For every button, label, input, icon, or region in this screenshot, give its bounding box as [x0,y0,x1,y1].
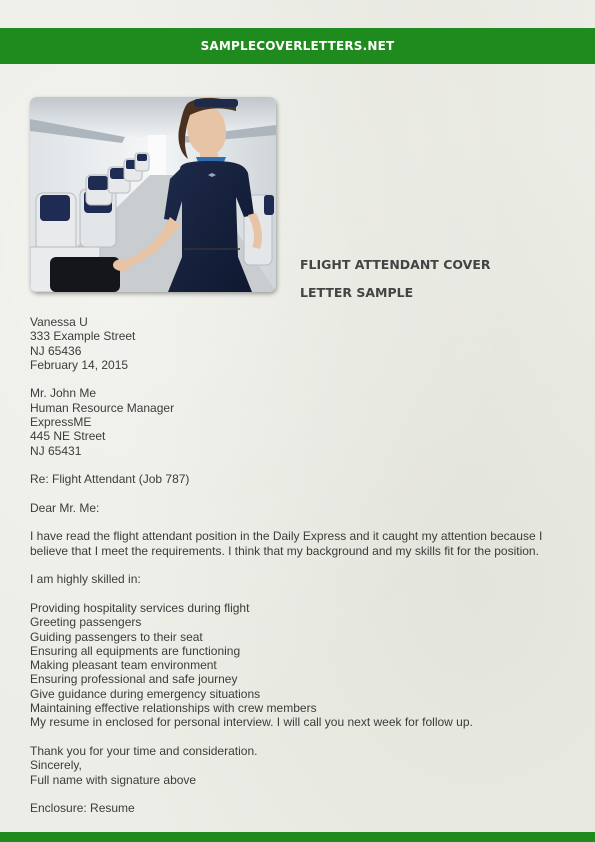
spacer [30,458,570,472]
skill-item: Ensuring all equipments are functioning [30,643,241,658]
skill-item: Providing hospitality services during flight [30,600,250,615]
salutation: Dear Mr. Me: [30,500,100,515]
recipient-street: 445 NE Street [30,429,106,444]
spacer [30,487,570,501]
skills-intro: I am highly skilled in: [30,572,141,587]
spacer [30,587,570,601]
cabin-illustration [30,97,276,292]
closing-signoff: Sincerely, [30,758,82,773]
skill-item: Give guidance during emergency situations [30,686,261,701]
recipient-name: Mr. John Me [30,386,97,401]
spacer [30,558,570,572]
flight-attendant-photo [30,97,276,292]
recipient-company: ExpressME [30,415,92,430]
spacer [30,787,570,801]
site-header-bar [0,28,595,64]
enclosure-line: Enclosure: Resume [30,801,135,816]
site-name[interactable]: SAMPLECOVERLETTERS.NET [200,39,395,53]
title-line-1: FLIGHT ATTENDANT COVER [300,257,491,272]
sender-city: NJ 65436 [30,343,82,358]
site-footer-bar [0,832,595,842]
sender-street: 333 Example Street [30,329,136,344]
skill-item: Guiding passengers to their seat [30,629,203,644]
subject-line: Re: Flight Attendant (Job 787) [30,472,190,487]
skill-item: Making pleasant team environment [30,658,217,673]
skill-item: Ensuring professional and safe journey [30,672,238,687]
recipient-city: NJ 65431 [30,443,82,458]
skill-item: My resume in enclosed for personal interview. I will call you next week for follow up. [30,715,473,730]
spacer [30,515,570,529]
intro-paragraph: I have read the flight attendant position in the Daily Express and it caught my attention because I believe that I meet the requirements. I think that my background and my skills fit for the position. [30,529,543,558]
document-title [300,251,540,307]
sender-name: Vanessa U [30,315,88,329]
title-line-2: LETTER SAMPLE [300,285,414,300]
closing-signature: Full name with signature above [30,772,197,787]
spacer [30,730,570,744]
skill-item: Maintaining effective relationships with crew members [30,701,317,716]
closing-thanks: Thank you for your time and consideration. [30,743,258,758]
letter-body [30,315,570,815]
letter-date: February 14, 2015 [30,357,129,372]
skill-item: Greeting passengers [30,615,142,630]
spacer [30,372,570,386]
recipient-title: Human Resource Manager [30,400,175,415]
